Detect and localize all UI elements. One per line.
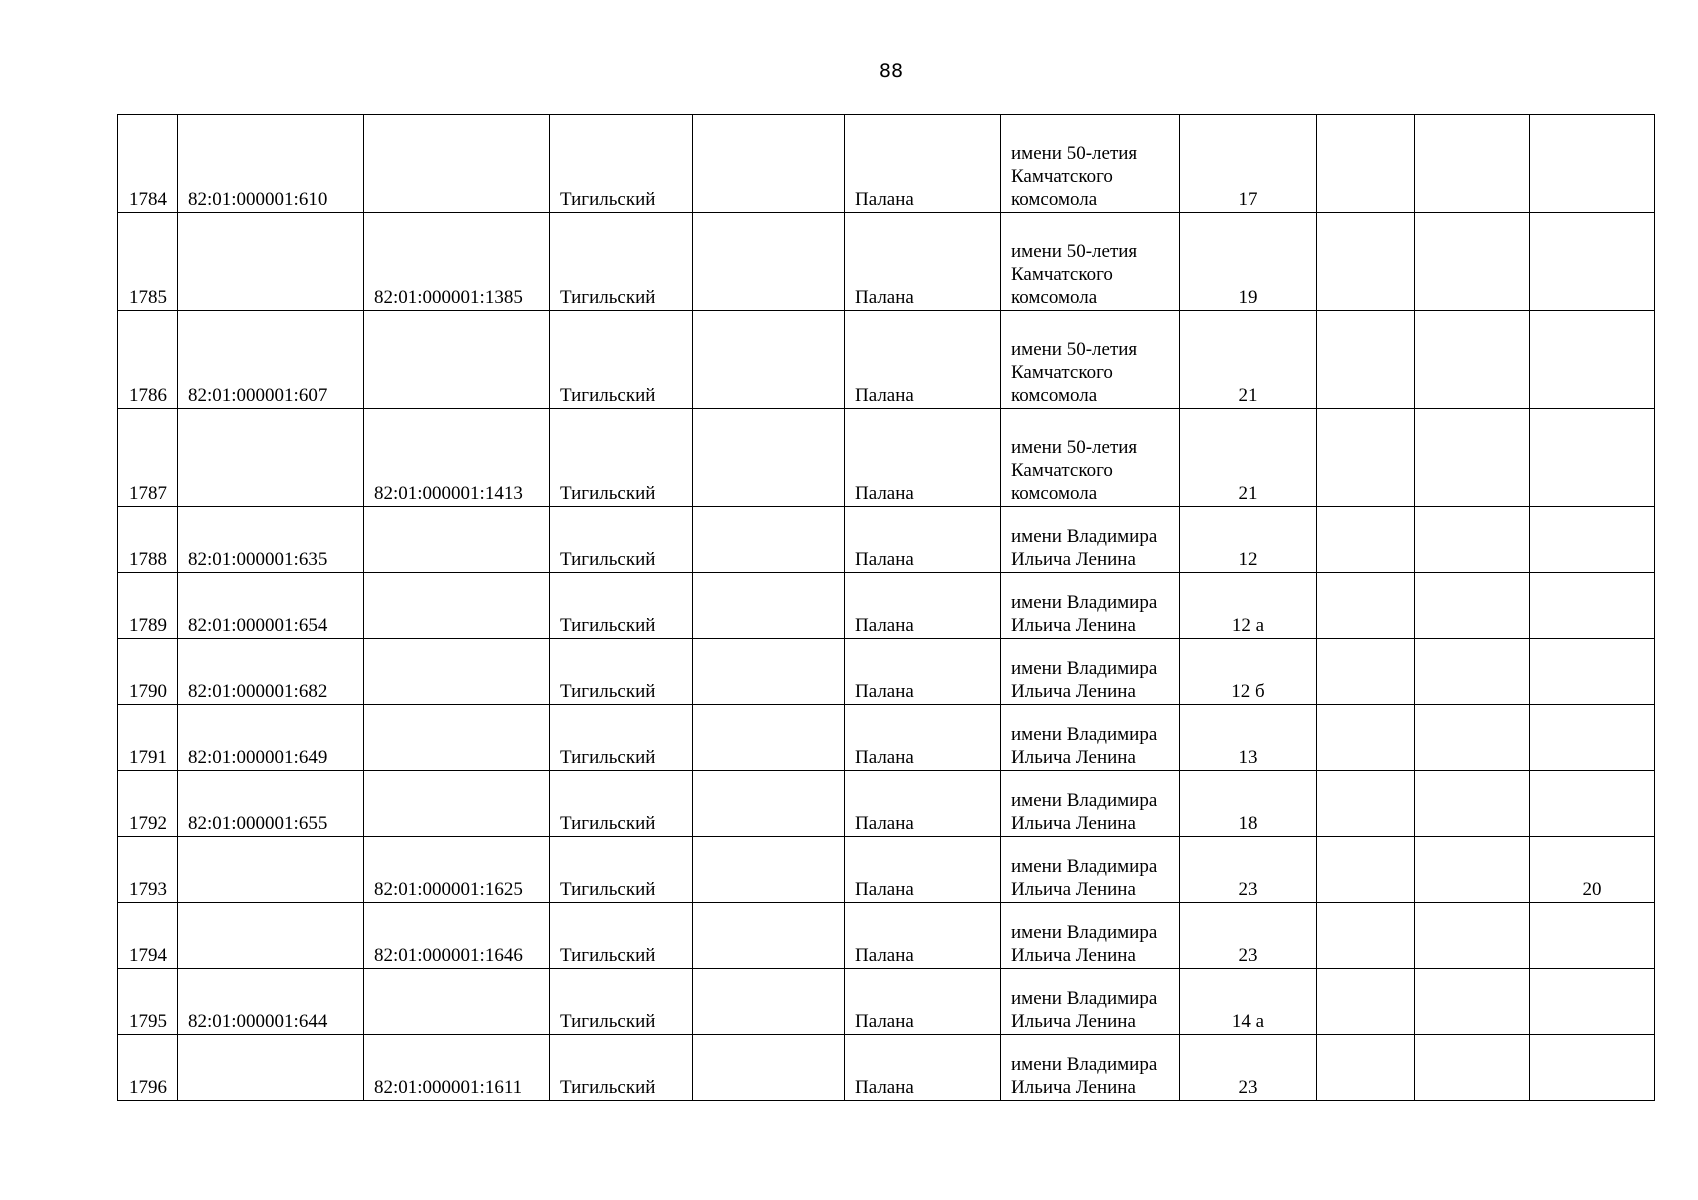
district-cell: Тигильский [550, 771, 693, 837]
row-number-cell: 1787 [118, 409, 178, 507]
cadastral-number-cell: 82:01:000001:654 [178, 573, 364, 639]
row-number-cell: 1784 [118, 115, 178, 213]
house-number-cell: 21 [1180, 409, 1317, 507]
district-cell: Тигильский [550, 115, 693, 213]
street-line: Ильича Ленина [1011, 879, 1136, 900]
empty-cell [693, 705, 845, 771]
cadastral-number-cell: 82:01:000001:655 [178, 771, 364, 837]
street-line: имени 50-летия [1011, 339, 1138, 360]
street-cell [1001, 507, 1180, 573]
street-cell [1001, 409, 1180, 507]
house-number-cell: 13 [1180, 705, 1317, 771]
empty-cell [1317, 507, 1415, 573]
settlement-cell: Палана [845, 969, 1001, 1035]
building-cadastral-number-cell: 82:01:000001:1646 [364, 903, 550, 969]
empty-cell [693, 213, 845, 311]
empty-cell [1317, 1035, 1415, 1101]
house-number-cell: 18 [1180, 771, 1317, 837]
table-row [118, 409, 1655, 507]
last-value-cell [1530, 409, 1655, 507]
table-row [118, 969, 1655, 1035]
row-number-cell: 1794 [118, 903, 178, 969]
building-cadastral-number-cell: 82:01:000001:1385 [364, 213, 550, 311]
empty-cell [1415, 771, 1530, 837]
street-cell [1001, 1035, 1180, 1101]
district-cell: Тигильский [550, 573, 693, 639]
last-value-cell [1530, 771, 1655, 837]
cadastral-number-cell: 82:01:000001:610 [178, 115, 364, 213]
building-cadastral-number-cell [364, 115, 550, 213]
cadastral-number-cell: 82:01:000001:607 [178, 311, 364, 409]
street-line: Ильича Ленина [1011, 1077, 1136, 1098]
last-value-cell [1530, 903, 1655, 969]
street-cell [1001, 705, 1180, 771]
last-value-cell [1530, 213, 1655, 311]
table-row [118, 903, 1655, 969]
street-line: имени Владимира [1011, 1054, 1158, 1075]
street-line: имени Владимира [1011, 922, 1158, 943]
street-line: Ильича Ленина [1011, 615, 1136, 636]
street-line: комсомола [1011, 287, 1098, 308]
empty-cell [1317, 771, 1415, 837]
district-cell: Тигильский [550, 837, 693, 903]
street-line: Камчатского [1011, 460, 1113, 481]
house-number-cell: 12 а [1180, 573, 1317, 639]
empty-cell [1415, 573, 1530, 639]
district-cell: Тигильский [550, 1035, 693, 1101]
settlement-cell: Палана [845, 507, 1001, 573]
empty-cell [1317, 573, 1415, 639]
district-cell: Тигильский [550, 409, 693, 507]
row-number-cell: 1792 [118, 771, 178, 837]
table-row [118, 507, 1655, 573]
last-value-cell [1530, 115, 1655, 213]
last-value-cell: 20 [1530, 837, 1655, 903]
street-cell [1001, 213, 1180, 311]
empty-cell [693, 507, 845, 573]
empty-cell [1415, 213, 1530, 311]
street-line: Ильича Ленина [1011, 813, 1136, 834]
last-value-cell [1530, 573, 1655, 639]
empty-cell [1317, 311, 1415, 409]
building-cadastral-number-cell: 82:01:000001:1611 [364, 1035, 550, 1101]
house-number-cell: 23 [1180, 837, 1317, 903]
registry-body [118, 115, 1655, 1101]
street-line: Ильича Ленина [1011, 1011, 1136, 1032]
empty-cell [693, 573, 845, 639]
empty-cell [693, 409, 845, 507]
empty-cell [1317, 639, 1415, 705]
registry-table [117, 114, 1655, 1101]
street-line: имени Владимира [1011, 592, 1158, 613]
street-cell [1001, 771, 1180, 837]
empty-cell [693, 311, 845, 409]
district-cell: Тигильский [550, 213, 693, 311]
street-line: Ильича Ленина [1011, 681, 1136, 702]
building-cadastral-number-cell [364, 771, 550, 837]
row-number-cell: 1790 [118, 639, 178, 705]
building-cadastral-number-cell: 82:01:000001:1625 [364, 837, 550, 903]
street-cell [1001, 969, 1180, 1035]
building-cadastral-number-cell [364, 507, 550, 573]
cadastral-number-cell [178, 213, 364, 311]
settlement-cell: Палана [845, 311, 1001, 409]
empty-cell [1415, 311, 1530, 409]
building-cadastral-number-cell [364, 969, 550, 1035]
empty-cell [1317, 409, 1415, 507]
street-cell [1001, 903, 1180, 969]
table-row [118, 573, 1655, 639]
row-number-cell: 1789 [118, 573, 178, 639]
street-line: Камчатского [1011, 362, 1113, 383]
street-line: имени 50-летия [1011, 437, 1138, 458]
last-value-cell [1530, 705, 1655, 771]
settlement-cell: Палана [845, 1035, 1001, 1101]
empty-cell [1317, 213, 1415, 311]
district-cell: Тигильский [550, 311, 693, 409]
street-cell [1001, 837, 1180, 903]
empty-cell [693, 115, 845, 213]
settlement-cell: Палана [845, 409, 1001, 507]
street-cell [1001, 115, 1180, 213]
last-value-cell [1530, 1035, 1655, 1101]
district-cell: Тигильский [550, 507, 693, 573]
empty-cell [1415, 705, 1530, 771]
district-cell: Тигильский [550, 969, 693, 1035]
row-number-cell: 1785 [118, 213, 178, 311]
empty-cell [1415, 507, 1530, 573]
last-value-cell [1530, 969, 1655, 1035]
empty-cell [1317, 903, 1415, 969]
building-cadastral-number-cell [364, 573, 550, 639]
cadastral-number-cell: 82:01:000001:635 [178, 507, 364, 573]
house-number-cell: 23 [1180, 903, 1317, 969]
empty-cell [1317, 969, 1415, 1035]
empty-cell [693, 837, 845, 903]
cadastral-number-cell [178, 903, 364, 969]
row-number-cell: 1795 [118, 969, 178, 1035]
house-number-cell: 14 а [1180, 969, 1317, 1035]
row-number-cell: 1796 [118, 1035, 178, 1101]
district-cell: Тигильский [550, 903, 693, 969]
street-line: комсомола [1011, 385, 1098, 406]
street-line: Ильича Ленина [1011, 747, 1136, 768]
empty-cell [693, 969, 845, 1035]
district-cell: Тигильский [550, 639, 693, 705]
empty-cell [1415, 903, 1530, 969]
house-number-cell: 21 [1180, 311, 1317, 409]
empty-cell [1415, 837, 1530, 903]
building-cadastral-number-cell [364, 705, 550, 771]
table-row [118, 115, 1655, 213]
empty-cell [1415, 639, 1530, 705]
row-number-cell: 1786 [118, 311, 178, 409]
table-row [118, 837, 1655, 903]
house-number-cell: 12 б [1180, 639, 1317, 705]
street-line: комсомола [1011, 189, 1098, 210]
empty-cell [693, 903, 845, 969]
empty-cell [1415, 969, 1530, 1035]
empty-cell [1317, 837, 1415, 903]
building-cadastral-number-cell: 82:01:000001:1413 [364, 409, 550, 507]
table-row [118, 639, 1655, 705]
table-row [118, 771, 1655, 837]
house-number-cell: 17 [1180, 115, 1317, 213]
page-number: 88 [878, 60, 904, 82]
street-line: имени Владимира [1011, 526, 1158, 547]
settlement-cell: Палана [845, 903, 1001, 969]
house-number-cell: 19 [1180, 213, 1317, 311]
row-number-cell: 1788 [118, 507, 178, 573]
street-cell [1001, 573, 1180, 639]
table-row [118, 311, 1655, 409]
last-value-cell [1530, 639, 1655, 705]
house-number-cell: 23 [1180, 1035, 1317, 1101]
table-row [118, 213, 1655, 311]
cadastral-number-cell: 82:01:000001:649 [178, 705, 364, 771]
settlement-cell: Палана [845, 213, 1001, 311]
cadastral-number-cell [178, 1035, 364, 1101]
table-row [118, 705, 1655, 771]
street-line: Ильича Ленина [1011, 945, 1136, 966]
street-line: имени Владимира [1011, 790, 1158, 811]
settlement-cell: Палана [845, 573, 1001, 639]
row-number-cell: 1793 [118, 837, 178, 903]
empty-cell [693, 639, 845, 705]
row-number-cell: 1791 [118, 705, 178, 771]
cadastral-number-cell: 82:01:000001:682 [178, 639, 364, 705]
building-cadastral-number-cell [364, 311, 550, 409]
street-line: имени Владимира [1011, 988, 1158, 1009]
empty-cell [1415, 1035, 1530, 1101]
street-cell [1001, 311, 1180, 409]
empty-cell [1415, 115, 1530, 213]
empty-cell [1317, 115, 1415, 213]
empty-cell [693, 771, 845, 837]
street-line: Ильича Ленина [1011, 549, 1136, 570]
street-line: имени 50-летия [1011, 241, 1138, 262]
settlement-cell: Палана [845, 705, 1001, 771]
house-number-cell: 12 [1180, 507, 1317, 573]
settlement-cell: Палана [845, 639, 1001, 705]
last-value-cell [1530, 311, 1655, 409]
street-line: имени Владимира [1011, 856, 1158, 877]
street-cell [1001, 639, 1180, 705]
district-cell: Тигильский [550, 705, 693, 771]
cadastral-number-cell: 82:01:000001:644 [178, 969, 364, 1035]
settlement-cell: Палана [845, 837, 1001, 903]
cadastral-number-cell [178, 409, 364, 507]
street-line: имени 50-летия [1011, 143, 1138, 164]
last-value-cell [1530, 507, 1655, 573]
empty-cell [693, 1035, 845, 1101]
settlement-cell: Палана [845, 115, 1001, 213]
cadastral-number-cell [178, 837, 364, 903]
building-cadastral-number-cell [364, 639, 550, 705]
settlement-cell: Палана [845, 771, 1001, 837]
street-line: комсомола [1011, 483, 1098, 504]
empty-cell [1415, 409, 1530, 507]
empty-cell [1317, 705, 1415, 771]
street-line: Камчатского [1011, 264, 1113, 285]
street-line: имени Владимира [1011, 724, 1158, 745]
street-line: имени Владимира [1011, 658, 1158, 679]
table-row [118, 1035, 1655, 1101]
street-line: Камчатского [1011, 166, 1113, 187]
